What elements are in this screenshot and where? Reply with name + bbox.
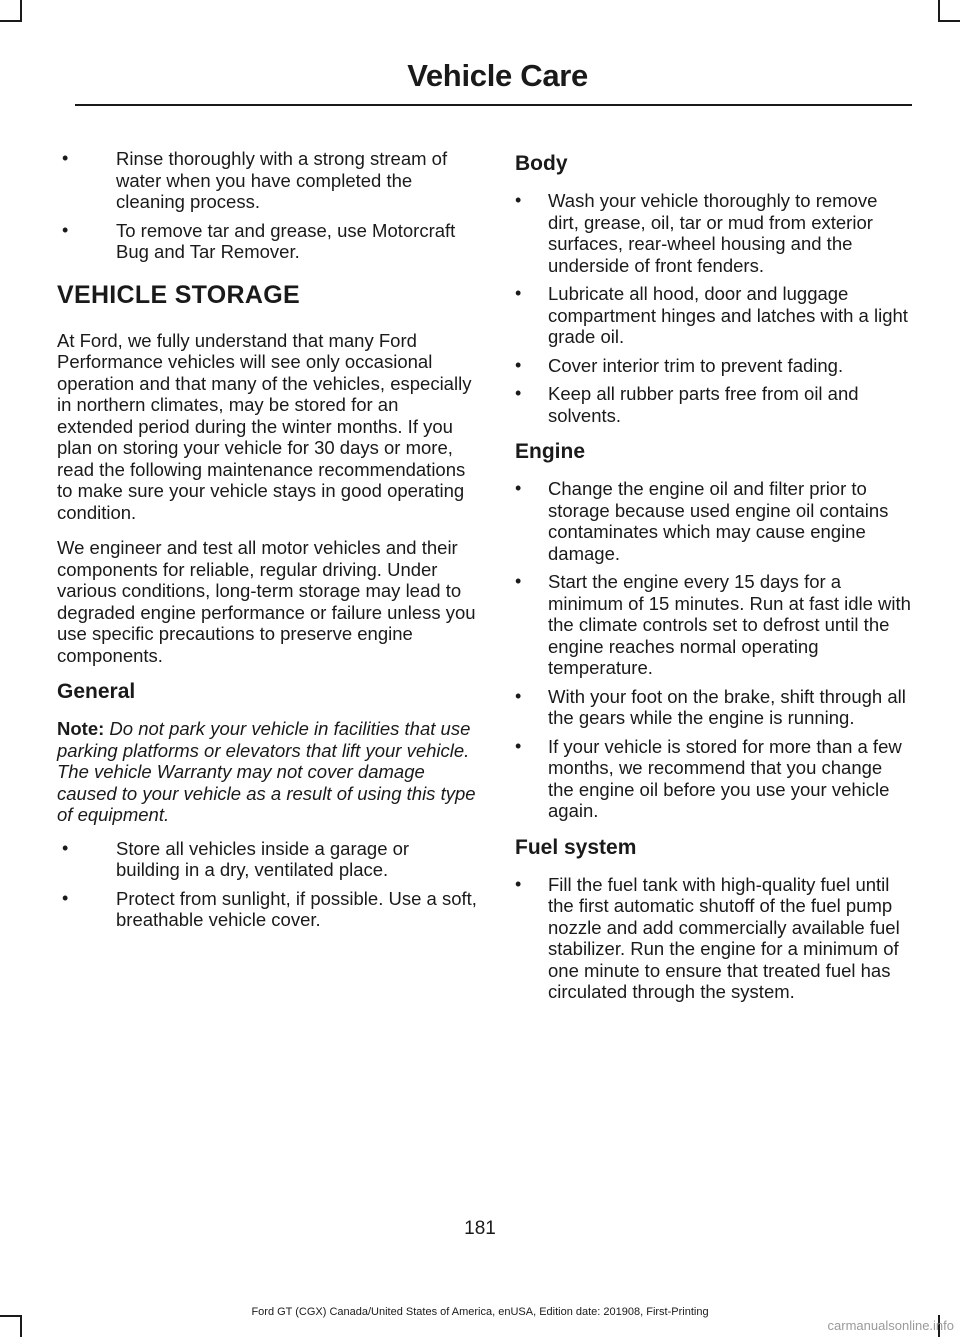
bullet-icon: • [62, 219, 69, 240]
footer-edition-info: Ford GT (CGX) Canada/United States of America, enUSA, Edition date: 201908, First-Printing [251, 1306, 709, 1318]
list-item: • Change the engine oil and filter prior to storage because used engine oil contains contaminates which may cause engine damage. [515, 478, 889, 564]
bullet-icon: • [515, 283, 522, 303]
list-item: • To remove tar and grease, use Motorcraft Bug and Tar Remover. [62, 219, 456, 262]
bullet-icon: • [515, 354, 522, 375]
list-item: • Protect from sunlight, if possible. Use a soft, breathable vehicle cover. [62, 887, 477, 930]
list-item: • If your vehicle is stored for more than a few months, we recommend that you change the engine oil before you use your vehicle again. [515, 735, 902, 821]
subsection-title-body: Body [515, 152, 568, 175]
right-column [515, 148, 913, 1010]
list-item: • Rinse thoroughly with a strong stream of water when you have completed the cleaning process. [62, 148, 448, 212]
paragraph: At Ford, we fully understand that many Ford Performance vehicles will see only occasional operation and that many of the vehicles, especially in northern climates, may be stored for an extended period during the winter months. If you plan on storing your vehicle for 30 days or more, read the following maintenance recommendations to make sure your vehicle stays in good operating condition. [57, 329, 472, 523]
list-item: • Lubricate all hood, door and luggage compartment hinges and latches with a light grade oil. [515, 283, 908, 347]
list-item: • Fill the fuel tank with high-quality fuel until the first automatic shutoff of the fuel pump nozzle and add commercially available fuel stabilizer. Run the engine for a minimum of one minute to ensure that treated fuel has circulated through the system. [515, 873, 900, 1002]
page-header-title: Vehicle Care [407, 58, 588, 93]
paragraph: We engineer and test all motor vehicles and their components for reliable, regular driving. Under various conditions, long-term storage may lead to degraded engine performance or failure unless you use specific precautions to preserve engine components. [57, 537, 476, 666]
engine-bullet-list [515, 478, 913, 822]
left-column [57, 148, 477, 938]
subsection-title-fuel: Fuel system [515, 835, 637, 859]
page-number: 181 [464, 1218, 496, 1239]
list-item: • Cover interior trim to prevent fading. [515, 354, 844, 376]
bullet-icon: • [62, 837, 69, 858]
general-bullet-list [57, 838, 477, 931]
list-item: • Keep all rubber parts free from oil and solvents. [515, 383, 859, 426]
note-label: Note: [57, 718, 105, 739]
note-text: Do not park your vehicle in facilities that use parking platforms or elevators that lift your vehicle. The vehicle Warranty may not cover damage caused to your vehicle as a result of using this type of equipment. [57, 718, 476, 825]
subsection-title-engine: Engine [515, 440, 586, 463]
bullet-icon: • [515, 735, 522, 756]
crop-mark [0, 20, 22, 22]
bullet-icon: • [515, 383, 522, 403]
note [57, 718, 477, 826]
subsection-title-general: General [57, 680, 136, 703]
section-title: VEHICLE STORAGE [57, 280, 300, 309]
list-item: • Start the engine every 15 days for a minimum of 15 minutes. Run at fast idle with the climate controls set to defrost until the engine reaches normal operating temperature. [515, 571, 911, 678]
bullet-icon: • [62, 148, 69, 168]
watermark: carmanualsonline.info [827, 1318, 954, 1333]
crop-mark [20, 0, 22, 22]
list-item: • Store all vehicles inside a garage or building in a dry, ventilated place. [62, 837, 410, 880]
fuel-bullet-list [515, 874, 913, 1003]
body-bullet-list [515, 190, 913, 426]
intro-bullet-list [57, 148, 477, 263]
list-item: • Wash your vehicle thoroughly to remove dirt, grease, oil, tar or mud from exterior surfaces, rear-wheel housing and the underside of front fenders. [515, 190, 878, 276]
bullet-icon: • [515, 190, 522, 210]
header-rule [75, 104, 912, 106]
bullet-icon: • [515, 685, 522, 706]
crop-mark [20, 1315, 22, 1337]
crop-mark [938, 0, 940, 22]
bullet-icon: • [62, 887, 69, 908]
bullet-icon: • [515, 873, 522, 894]
bullet-icon: • [515, 478, 522, 498]
crop-mark [938, 20, 960, 22]
bullet-icon: • [515, 571, 522, 591]
list-item: • With your foot on the brake, shift through all the gears while the engine is running. [515, 685, 906, 728]
